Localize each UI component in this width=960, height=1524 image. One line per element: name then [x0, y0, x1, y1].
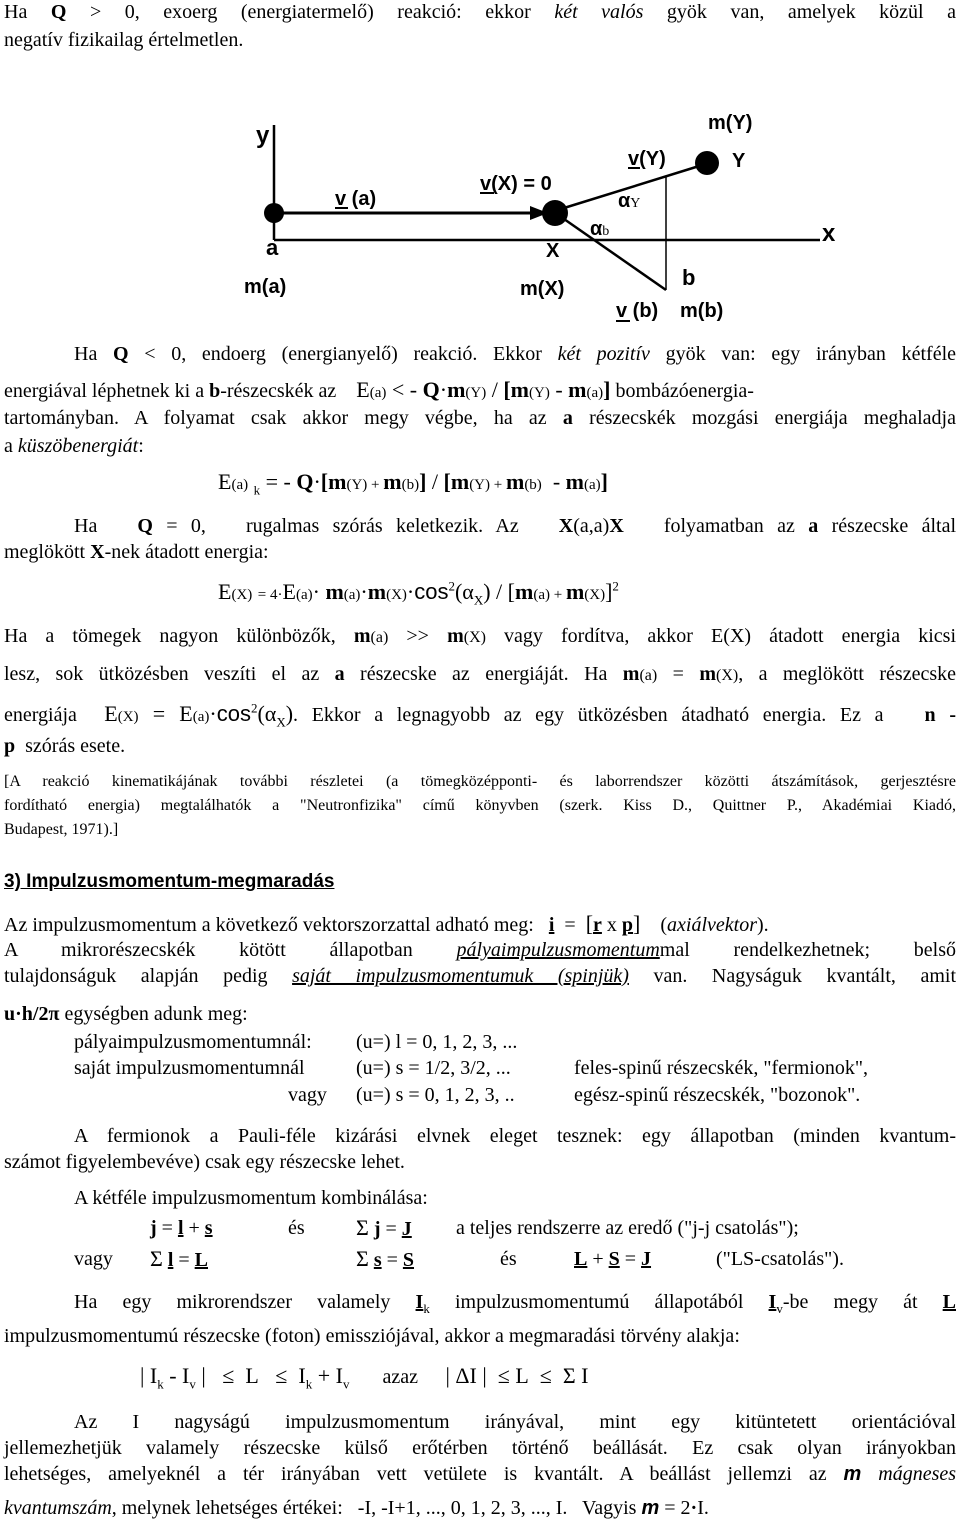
formula: Σ s = S [356, 1246, 415, 1271]
label-alpha-b: αb [590, 218, 610, 240]
list-item: saját impulzusmomentumnál [74, 1057, 305, 1079]
label-vX: v(X) = 0 [480, 173, 552, 195]
note-line: [A reakció kinematikájának további részletei (a tömegközépponti- és laborrendszer közötti átszámítások, gerjesztésre [4, 773, 956, 790]
text-line: energiával léphetnek ki a b-részecskék az E(a) < - Q·m(Y) / [m(Y) - m(a)] bombázóenergia- [4, 377, 754, 402]
text: és [288, 1217, 305, 1239]
label-v-b: v (b) [616, 300, 659, 322]
y-axis-label: y [256, 122, 270, 149]
text-line: Ha egy mikrorendszer valamely $I_k$ impulzusmomentumú állapotából $I_v-be$ megy át L [74, 1291, 956, 1316]
particle-Y [695, 151, 719, 175]
list-item: egész-spinű részecskék, "bozonok". [574, 1084, 861, 1106]
text-line: lehetséges, amelyeknél a tér irányában vett vetülete is kvantált. A beállást jellemzi az m mágneses [4, 1463, 957, 1485]
list-item: (u=) s = 0, 1, 2, 3, .. [356, 1084, 515, 1106]
text-line: Az impulzusmomentum a következő vektorszorzattal adható meg: i = [r x p] (axiálvektor). [4, 911, 769, 936]
label-v-a: v (a) [335, 188, 377, 210]
text-line: Ha Q = 0, rugalmas szórás keletkezik. Az X(a,a)X folyamatban az a részecske által [74, 515, 957, 537]
text-line: kvantumszám, melynek lehetséges értékei: -I, -I+1, ..., 0, 1, 2, 3, ..., I. Vagyis m = 2·I. [4, 1497, 709, 1519]
x-axis-label: x [822, 220, 836, 247]
note-line: fordítható energia) megtalálhatók a "Neutronfizika" című könyvben (szerk. Kiss D., Quittner P., Akadémiai Kiadó, [4, 797, 956, 814]
text-line: A kétféle impulzusmomentum kombinálása: [74, 1187, 428, 1209]
text-line: tulajdonságuk alapján pedig saját impulzusmomentumuk (spinjük) van. Nagyságuk kvantált, amit [4, 965, 956, 987]
text-line: a küszöbenergiát: [4, 435, 144, 457]
particle-X [542, 200, 568, 226]
text-line: A fermionok a Pauli-féle kizárási elvnek eleget tesznek: egy állapotban (minden kvantum- [74, 1125, 956, 1147]
equation-threshold: E(a) $_k$ = - Q·[m(Y) + m(b)] / [m(Y) + m(b) - m(a)] [218, 469, 608, 498]
text: a teljes rendszerre az eredő ("j-j csatolás"); [456, 1217, 799, 1239]
label-a: a [266, 235, 279, 260]
text-line: Ha a tömegek nagyon különbözők, m(a) >> m(X) vagy fordítva, akkor E(X) átadott energia kicsi [4, 625, 957, 647]
label-m-b: m(b) [680, 300, 724, 322]
label-m-X: m(X) [520, 278, 565, 300]
formula: Σ j = J [356, 1215, 412, 1240]
label-b: b [682, 265, 696, 290]
list-item: vagy [288, 1084, 327, 1106]
text-line: Ha Q > 0, exoerg (energiatermelő) reakció: ekkor két valós gyök van, amelyek közül a [4, 1, 956, 23]
text: ("LS-csatolás"). [716, 1248, 844, 1270]
particle-a [264, 203, 284, 223]
list-item: (u=) l = 0, 1, 2, 3, ... [356, 1031, 518, 1053]
text-line: lesz, sok ütközésben veszíti el az a részecske az energiáját. Ha m(a) = m(X), a meglökött részecske [4, 663, 956, 685]
text: vagy [74, 1248, 113, 1270]
text-line: Ha Q < 0, endoerg (energianyelő) reakció. Ekkor két pozitív gyök van: egy irányban kétféle [74, 343, 957, 365]
text-line: meglökött X-nek átadott energia: [4, 541, 269, 563]
text-line: számot figyelembevéve) csak egy részecske lehet. [4, 1151, 405, 1173]
formula: L + S = J [574, 1248, 652, 1270]
list-item: (u=) s = 1/2, 3/2, ... [356, 1057, 511, 1079]
list-item: feles-spinű részecskék, "fermionok", [574, 1057, 869, 1079]
note-line: Budapest, 1971).] [4, 821, 119, 838]
label-X: X [546, 240, 560, 262]
label-v-Y: v(Y) [628, 148, 666, 170]
section-heading: 3) Impulzusmomentum-megmaradás [4, 871, 335, 892]
text-line: u·h/2π egységben adunk meg: [4, 1003, 248, 1025]
label-alpha-Y: αY [618, 190, 641, 212]
list-item: pályaimpulzusmomentumnál: [74, 1031, 312, 1053]
formula: Σ l = L [150, 1246, 208, 1271]
text-line: jellemezhetjük valamely részecske külső erőtérben történő beállását. Ez csak olyan irányokban [4, 1437, 956, 1459]
text-line: energiája $E(X) = E(a)\cdot\cos^2(\alpha_X)$. Ekkor a legnagyobb az egy ütközésben átadható energia. Ez a n - [4, 700, 956, 730]
kinematics-diagram [230, 95, 850, 330]
formula: j = l + s [150, 1217, 213, 1239]
label-m-a: m(a) [244, 276, 287, 298]
equation-transferred-energy: $E(X) = 4\cdot E(a)\cdot m(a)\cdot m(X)\cdot\cos^2(\alpha_X) / [m(a) + m(X)]^2$ [218, 578, 619, 608]
equation-conservation: | $I_k - I_v$ | ≤ $L \le I_k + I_v$ azaz | ΔI | ≤ L ≤ Σ I [140, 1363, 589, 1392]
text-line: tartományban. A folyamat csak akkor megy végbe, ha az a részecskék mozgási energiája meghaladja [4, 407, 956, 429]
text-line: negatív fizikailag értelmetlen. [4, 29, 244, 51]
label-m-Y: m(Y) [708, 112, 753, 134]
text-line: A mikrorészecskék kötött állapotban pályaimpulzusmomentummal rendelkezhetnek; belső [4, 939, 956, 961]
text-line: p szórás esete. [4, 735, 126, 757]
label-Y: Y [732, 150, 746, 172]
text-line: impulzusmomentumú részecske (foton) emissziójával, akkor a megmaradási törvény alakja: [4, 1325, 740, 1347]
text: és [500, 1248, 517, 1270]
text-line: Az I nagyságú impulzusmomentum irányával, mint egy kitüntetett orientációval [74, 1411, 956, 1433]
